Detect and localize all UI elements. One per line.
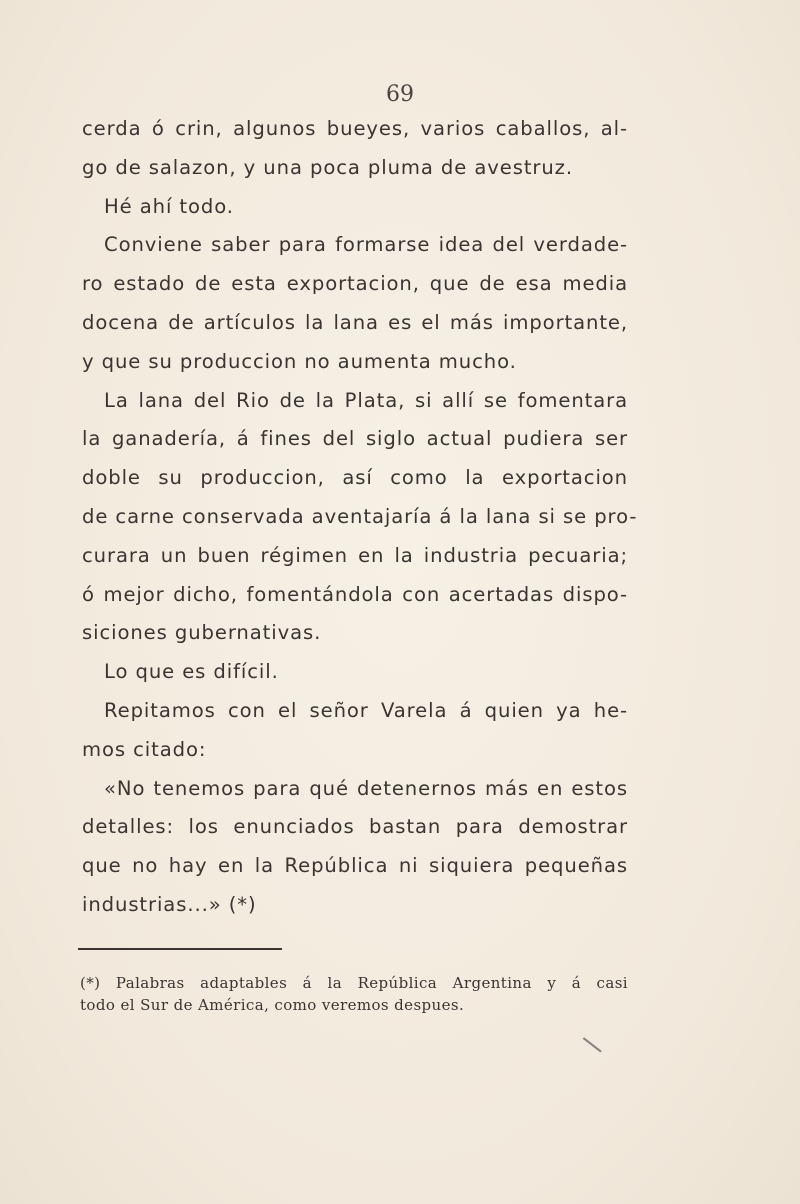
text-line: la ganadería, á fines del siglo actual pudiera ser <box>82 427 628 451</box>
text-line: que no hay en la República ni siquiera pequeñas <box>82 854 628 878</box>
text-line: Lo que es difícil. <box>104 660 279 684</box>
text-line: go de salazon, y una poca pluma de avestruz. <box>82 155 573 179</box>
ink-mark-icon: \ <box>580 1030 605 1060</box>
text-line: «No tenemos para qué detenernos más en estos <box>104 776 628 800</box>
footnote <box>80 972 628 1016</box>
text-line: doble su produccion, así como la exportacion <box>82 466 628 490</box>
text-line: siciones gubernativas. <box>82 621 322 645</box>
footnote-rule <box>78 948 282 950</box>
text-line: ó mejor dicho, fomentándola con acertadas dispo- <box>82 582 628 606</box>
text-line: ro estado de esta exportacion, que de esa media <box>82 272 628 296</box>
text-line: La lana del Rio de la Plata, si allí se fomentara <box>104 388 628 412</box>
text-line: detalles: los enunciados bastan para demostrar <box>82 815 628 839</box>
text-line: mos citado: <box>82 737 207 761</box>
text-line: de carne conservada aventajaría á la lana si se pro- <box>82 504 638 528</box>
text-line: curara un buen régimen en la industria pecuaria; <box>82 543 628 567</box>
page-number: 69 <box>386 82 414 107</box>
body-text <box>82 110 638 925</box>
text-line: industrias...» (*) <box>82 892 257 916</box>
footnote-line: (*) Palabras adaptables á la República Argentina y á casi <box>80 974 628 992</box>
text-line: cerda ó crin, algunos bueyes, varios caballos, al- <box>82 117 628 140</box>
text-line: y que su produccion no aumenta mucho. <box>82 349 517 373</box>
text-line: docena de artículos la lana es el más importante, <box>82 310 628 334</box>
text-line: Hé ahí todo. <box>104 194 234 218</box>
footnote-line: todo el Sur de América, como veremos despues. <box>80 996 465 1014</box>
text-line: Repitamos con el señor Varela á quien ya he- <box>104 698 628 722</box>
text-line: Conviene saber para formarse idea del verdade- <box>104 233 628 257</box>
